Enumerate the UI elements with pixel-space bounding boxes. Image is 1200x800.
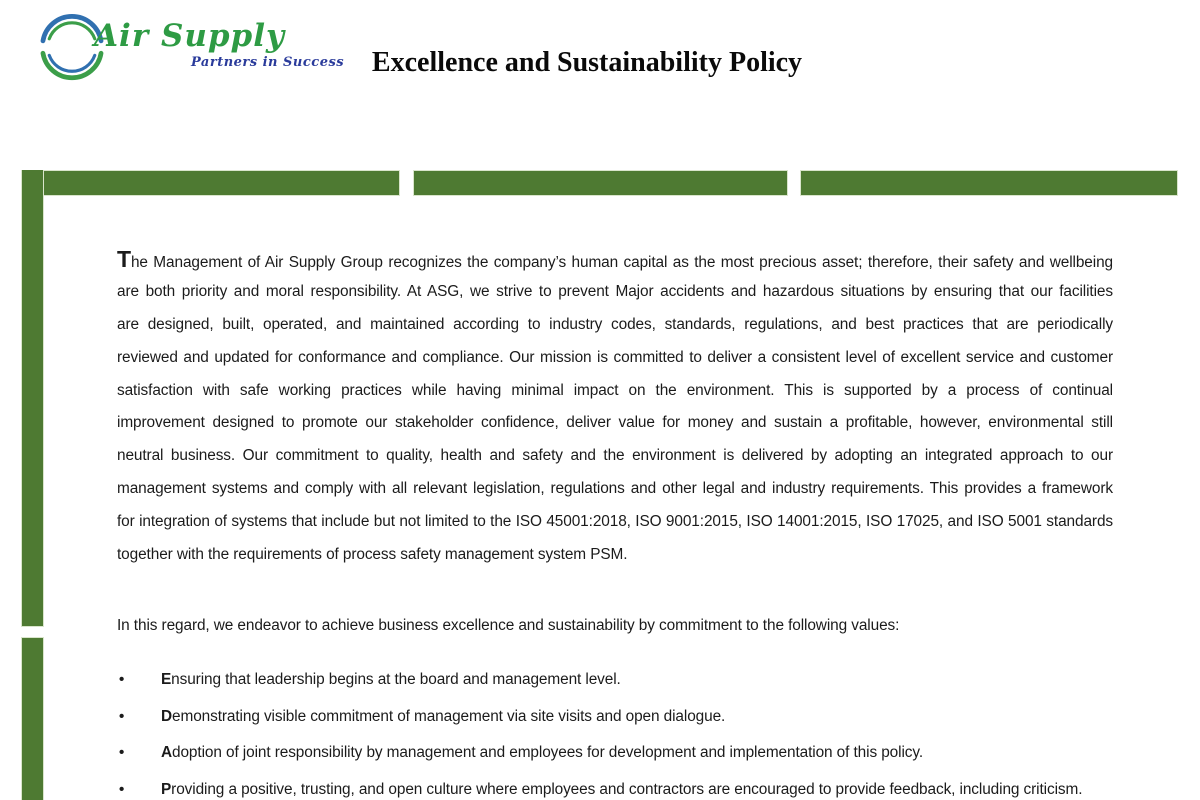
- paragraph-line: are both priority and moral responsibility. At ASG, we strive to prevent Major accidents and hazardous situations by ensuring that our facilities: [117, 282, 1113, 300]
- accent-bar-top-right: [800, 170, 1178, 196]
- paragraph-line: satisfaction with safe working practices while having minimal impact on the environment. This is supported by a process of continual: [117, 381, 1113, 399]
- bullet-icon: •: [119, 670, 125, 688]
- accent-bar-top-center: [413, 170, 788, 196]
- bullet-icon: •: [119, 744, 125, 762]
- paragraph-line: improvement designed to promote our stakeholder confidence, deliver value for money and sustain a profitable, however, environmental still: [117, 414, 1113, 432]
- bullet-text: roviding a positive, trusting, and open culture where employees and contractors are encouraged to provide feedback, including criticism.: [171, 780, 1083, 798]
- swoosh-bottom-inner: [49, 55, 94, 71]
- list-item: [117, 700, 1113, 733]
- paragraph-line: together with the requirements of process safety management system PSM.: [117, 546, 628, 564]
- list-item: [117, 736, 1113, 769]
- swoosh-top-inner: [49, 23, 94, 39]
- paragraph-line: management systems and comply with all relevant legislation, regulations and other legal and industry requirements. This provides a framework: [117, 480, 1113, 498]
- swoosh-top-outer: [43, 16, 101, 41]
- paragraph-line: neutral business. Our commitment to quality, health and safety and the environment is delivered by adopting an integrated approach to our: [117, 447, 1113, 465]
- paragraph-line: are designed, built, operated, and maintained according to industry codes, standards, regulations, and best practices that are periodically: [117, 315, 1113, 333]
- bullet-text: emonstrating visible commitment of management via site visits and open dialogue.: [172, 707, 726, 725]
- bullet-text: nsuring that leadership begins at the board and management level.: [171, 670, 621, 688]
- paragraph-text: he Management of Air Supply Group recognizes the company’s human capital as the most precious asset; therefore, their safety and wellbeing: [130, 254, 1113, 271]
- bullet-lead: E: [161, 670, 172, 688]
- document-body: [117, 243, 1113, 800]
- bullet-lead: A: [161, 744, 173, 762]
- bullet-icon: •: [119, 707, 125, 725]
- bullet-lead: D: [161, 707, 173, 725]
- brand-name: Air Supply: [94, 18, 286, 54]
- bullet-lead: P: [161, 780, 172, 798]
- accent-bar-left-upper: [21, 170, 44, 627]
- accent-bar-left-lower: [21, 637, 44, 800]
- drop-cap: T: [117, 246, 131, 272]
- paragraph-line: for integration of systems that include but not limited to the ISO 45001:2018, ISO 9001:2015, ISO 14001:2015, ISO 17025, and ISO 5001 standards: [117, 513, 1113, 531]
- list-item: [117, 663, 1113, 696]
- swoosh-bottom-outer: [43, 53, 101, 78]
- values-intro: In this regard, we endeavor to achieve business excellence and sustainability by commitment to the following values:: [117, 616, 900, 634]
- bullet-text: doption of joint responsibility by management and employees for development and implementation of this policy.: [172, 744, 924, 762]
- paragraph-line: reviewed and updated for conformance and compliance. Our mission is committed to deliver a consistent level of excellent service and customer: [117, 348, 1113, 366]
- accent-bar-top-left: [21, 170, 400, 196]
- values-list: [117, 663, 1113, 800]
- paragraph-line: [117, 243, 1113, 276]
- brand-tagline: Partners in Success: [191, 55, 345, 70]
- list-item: [117, 773, 1113, 800]
- bullet-icon: •: [119, 780, 125, 798]
- page-title: Excellence and Sustainability Policy: [371, 47, 803, 78]
